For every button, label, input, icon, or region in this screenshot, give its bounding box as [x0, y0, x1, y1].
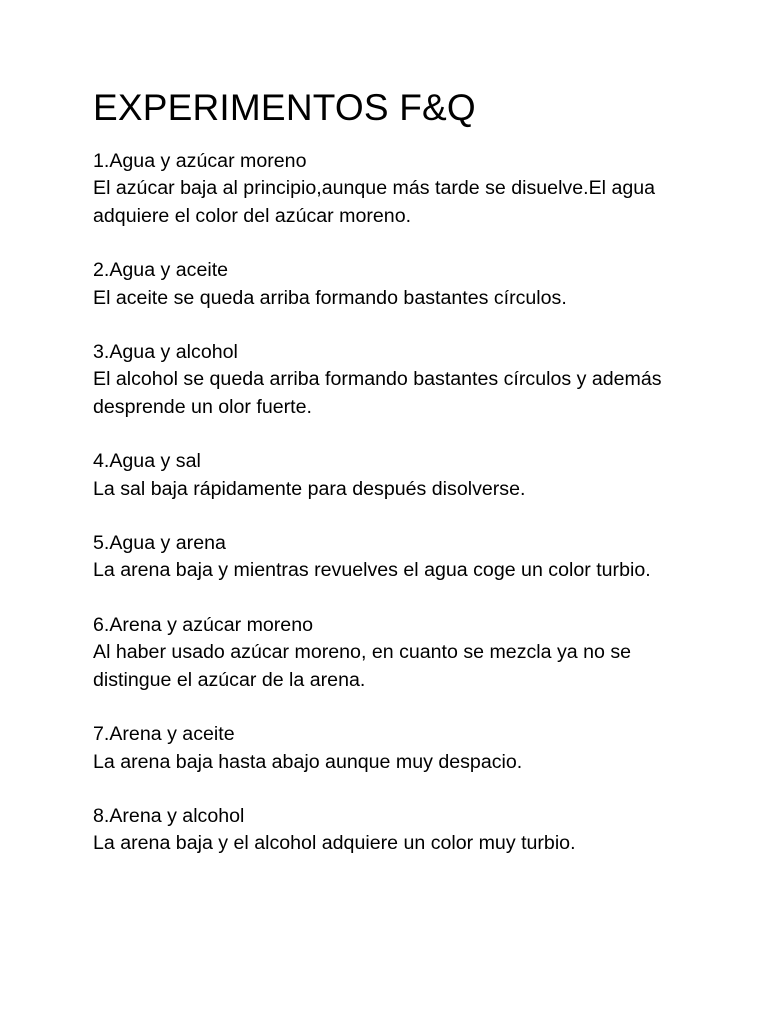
- experiment-item: [93, 530, 693, 585]
- experiment-item: [93, 612, 693, 694]
- experiment-heading: 4.Agua y sal: [93, 450, 201, 473]
- experiment-item: [93, 257, 693, 312]
- experiment-description: El alcohol se queda arriba formando bastantes círculos y además desprende un olor fuerte.: [93, 368, 662, 418]
- experiment-heading: 7.Arena y aceite: [93, 723, 235, 746]
- experiment-description: Al haber usado azúcar moreno, en cuanto se mezcla ya no se distingue el azúcar de la arena.: [93, 641, 632, 691]
- experiment-item: [93, 339, 693, 421]
- experiment-description: La arena baja hasta abajo aunque muy despacio.: [93, 750, 523, 773]
- experiment-heading: 3.Agua y alcohol: [93, 341, 238, 364]
- experiment-item: [93, 148, 693, 230]
- document-title: EXPERIMENTOS F&Q: [93, 87, 476, 128]
- experiment-heading: 5.Agua y arena: [93, 532, 226, 555]
- experiment-heading: 6.Arena y azúcar moreno: [93, 613, 313, 636]
- document-page: [93, 86, 693, 885]
- experiment-item: [93, 721, 693, 776]
- experiment-description: El aceite se queda arriba formando bastantes círculos.: [93, 286, 567, 309]
- experiment-heading: 8.Arena y alcohol: [93, 804, 245, 827]
- experiment-description: La arena baja y mientras revuelves el agua coge un color turbio.: [93, 559, 651, 582]
- experiment-item: [93, 803, 693, 858]
- experiment-description: La sal baja rápidamente para después disolverse.: [93, 477, 526, 500]
- experiment-item: [93, 448, 693, 503]
- experiment-heading: 2.Agua y aceite: [93, 259, 229, 282]
- experiment-description: El azúcar baja al principio,aunque más tarde se disuelve.El agua adquiere el color del azúcar moreno.: [93, 177, 656, 227]
- experiment-heading: 1.Agua y azúcar moreno: [93, 150, 307, 172]
- experiment-description: La arena baja y el alcohol adquiere un color muy turbio.: [93, 832, 576, 855]
